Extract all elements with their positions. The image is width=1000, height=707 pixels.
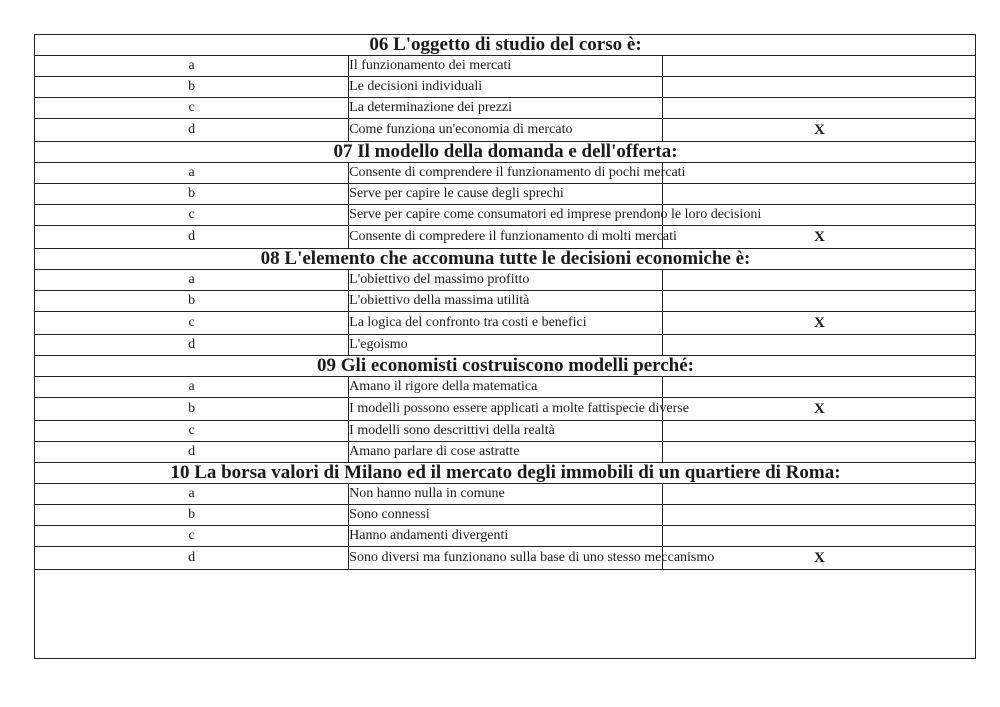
answer-mark	[662, 484, 976, 505]
option-text: Hanno andamenti divergenti	[349, 526, 663, 547]
quiz-table	[35, 35, 976, 570]
question-title: 10 La borsa valori di Milano ed il mercato degli immobili di un quartiere di Roma:	[35, 463, 976, 484]
option-letter: c	[35, 98, 349, 119]
option-letter: a	[35, 484, 349, 505]
option-row	[35, 56, 976, 77]
option-row	[35, 226, 976, 249]
option-text: Consente di comprendere il funzionamento di pochi mercati	[349, 163, 663, 184]
option-row	[35, 505, 976, 526]
answer-mark	[662, 77, 976, 98]
option-row	[35, 484, 976, 505]
option-row	[35, 526, 976, 547]
option-text: Sono connessi	[349, 505, 663, 526]
answer-mark	[662, 377, 976, 398]
option-text: Come funziona un'economia di mercato	[349, 119, 663, 142]
answer-mark	[662, 442, 976, 463]
option-row	[35, 442, 976, 463]
option-letter: d	[35, 547, 349, 570]
option-row	[35, 547, 976, 570]
question-row	[35, 35, 976, 56]
question-row	[35, 142, 976, 163]
answer-mark	[662, 98, 976, 119]
option-text: Non hanno nulla in comune	[349, 484, 663, 505]
option-letter: d	[35, 442, 349, 463]
option-letter: c	[35, 312, 349, 335]
answer-mark	[662, 421, 976, 442]
option-text: L'obiettivo della massima utilità	[349, 291, 663, 312]
option-letter: b	[35, 398, 349, 421]
option-letter: c	[35, 526, 349, 547]
answer-mark: X	[662, 226, 976, 249]
option-text: Serve per capire come consumatori ed imprese prendono le loro decisioni	[349, 205, 663, 226]
option-row	[35, 184, 976, 205]
option-letter: a	[35, 377, 349, 398]
option-row	[35, 119, 976, 142]
option-text: La determinazione dei prezzi	[349, 98, 663, 119]
option-text: La logica del confronto tra costi e benefici	[349, 312, 663, 335]
answer-mark	[662, 163, 976, 184]
answer-mark	[662, 56, 976, 77]
question-row	[35, 463, 976, 484]
option-letter: d	[35, 226, 349, 249]
option-row	[35, 77, 976, 98]
option-text: I modelli sono descrittivi della realtà	[349, 421, 663, 442]
question-title: 06 L'oggetto di studio del corso è:	[35, 35, 976, 56]
option-letter: a	[35, 163, 349, 184]
question-title: 08 L'elemento che accomuna tutte le decisioni economiche è:	[35, 249, 976, 270]
answer-mark: X	[662, 547, 976, 570]
option-letter: b	[35, 77, 349, 98]
question-title: 07 Il modello della domanda e dell'offerta:	[35, 142, 976, 163]
option-text: Amano il rigore della matematica	[349, 377, 663, 398]
option-letter: a	[35, 270, 349, 291]
option-text: L'egoismo	[349, 335, 663, 356]
option-row	[35, 270, 976, 291]
option-row	[35, 98, 976, 119]
option-text: L'obiettivo del massimo profitto	[349, 270, 663, 291]
option-text: Amano parlare di cose astratte	[349, 442, 663, 463]
option-text: I modelli possono essere applicati a molte fattispecie diverse	[349, 398, 663, 421]
option-row	[35, 421, 976, 442]
answer-mark: X	[662, 398, 976, 421]
answer-mark: X	[662, 119, 976, 142]
answer-mark	[662, 291, 976, 312]
answer-mark	[662, 505, 976, 526]
option-row	[35, 205, 976, 226]
option-text: Il funzionamento dei mercati	[349, 56, 663, 77]
option-row	[35, 312, 976, 335]
option-letter: c	[35, 205, 349, 226]
option-text: Le decisioni individuali	[349, 77, 663, 98]
answer-mark	[662, 526, 976, 547]
answer-mark	[662, 335, 976, 356]
option-row	[35, 335, 976, 356]
option-row	[35, 398, 976, 421]
option-letter: d	[35, 119, 349, 142]
option-letter: b	[35, 291, 349, 312]
option-letter: c	[35, 421, 349, 442]
question-title: 09 Gli economisti costruiscono modelli perché:	[35, 356, 976, 377]
question-row	[35, 356, 976, 377]
option-letter: b	[35, 184, 349, 205]
option-row	[35, 163, 976, 184]
option-text: Serve per capire le cause degli sprechi	[349, 184, 663, 205]
option-row	[35, 291, 976, 312]
answer-mark: X	[662, 312, 976, 335]
option-text: Sono diversi ma funzionano sulla base di uno stesso meccanismo	[349, 547, 663, 570]
option-text: Consente di compredere il funzionamento di molti mercati	[349, 226, 663, 249]
option-row	[35, 377, 976, 398]
question-row	[35, 249, 976, 270]
quiz-sheet	[34, 34, 976, 659]
option-letter: d	[35, 335, 349, 356]
answer-mark	[662, 184, 976, 205]
answer-mark	[662, 270, 976, 291]
option-letter: a	[35, 56, 349, 77]
option-letter: b	[35, 505, 349, 526]
